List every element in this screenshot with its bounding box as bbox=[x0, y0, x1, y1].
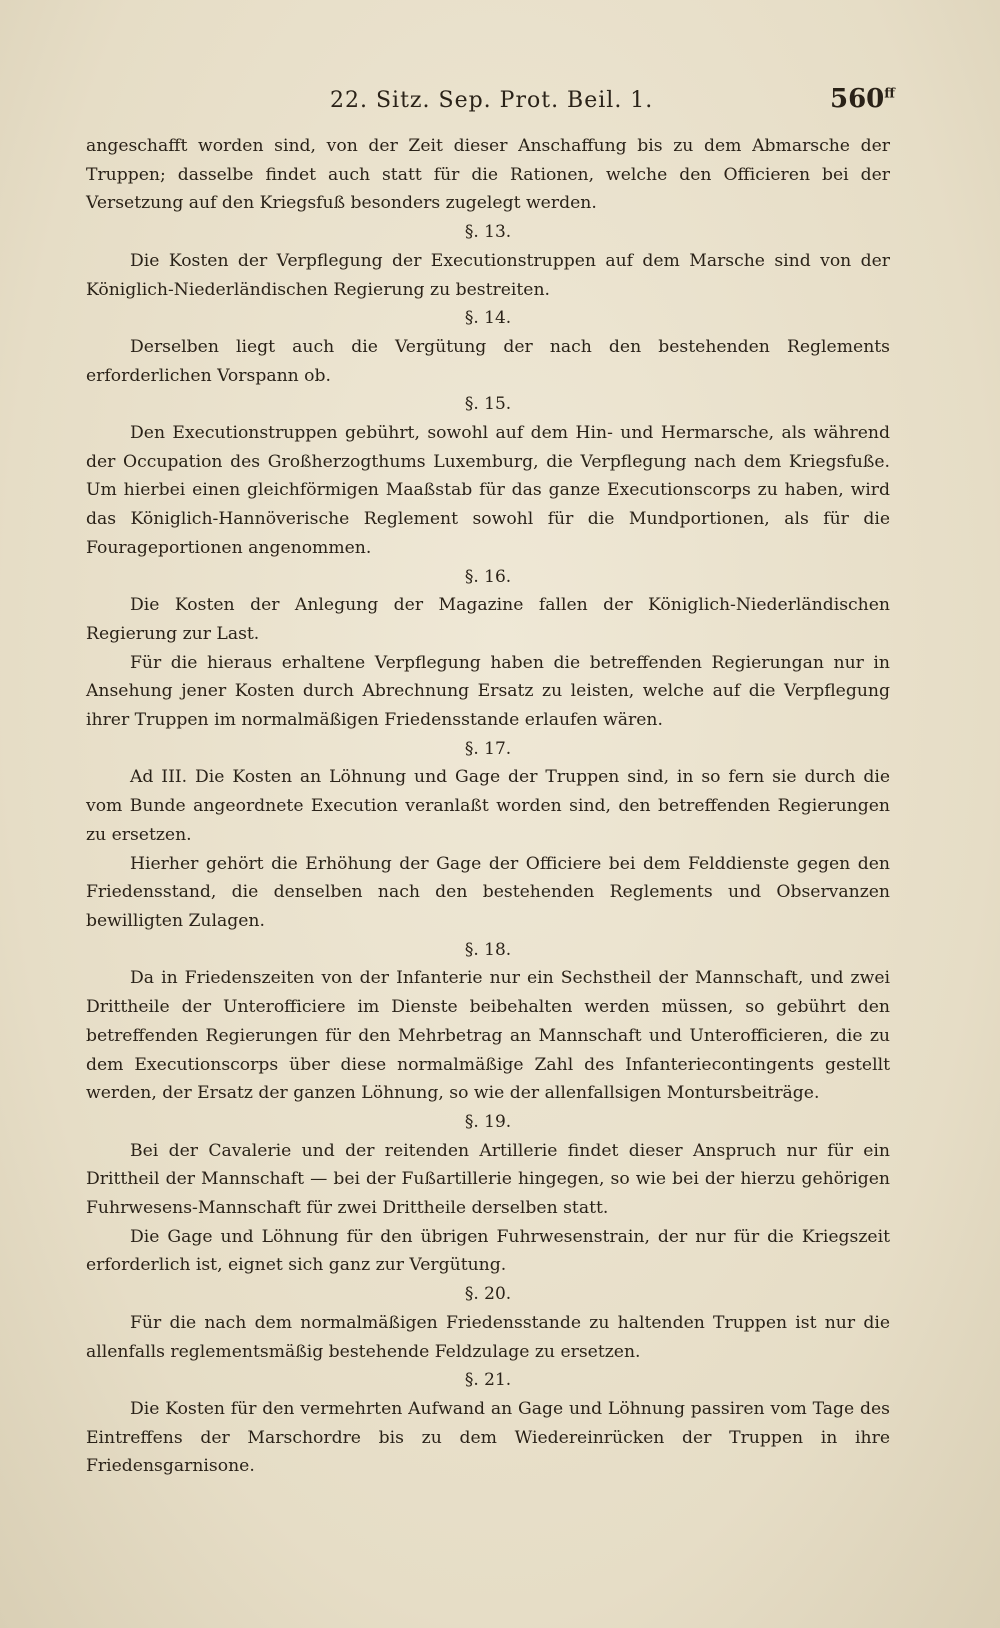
paragraph: Die Kosten der Verpflegung der Executionstruppen auf dem Marsche sind von der Königlich-Niederländischen Regierung zu bestreiten. bbox=[86, 250, 890, 300]
paragraph: Für die nach dem normalmäßigen Friedensstande zu haltenden Truppen ist nur die allenfalls reglementsmäßig bestehende Feldzulage zu ersetzen. bbox=[86, 1312, 890, 1362]
section-sign: §. 18. bbox=[464, 939, 512, 960]
folio-number: 560 bbox=[830, 84, 885, 114]
page-header bbox=[0, 84, 1000, 128]
paragraph: Ad III. Die Kosten an Löhnung und Gage der Truppen sind, in so fern sie durch die vom Bunde angeordnete Execution veranlaßt worden sind, den betreffenden Regierungen zu ersetzen. bbox=[86, 767, 890, 845]
section-sign: §. 19. bbox=[464, 1111, 512, 1132]
paragraph: Die Kosten der Anlegung der Magazine fallen der Königlich-Niederländischen Regierung zur Last. bbox=[86, 595, 890, 644]
page-number bbox=[830, 84, 895, 114]
section-sign: §. 14. bbox=[464, 308, 512, 329]
paragraph: Die Gage und Löhnung für den übrigen Fuhrwesenstrain, der nur für die Kriegszeit erforderlich ist, eignet sich ganz zur Vergütung. bbox=[86, 1226, 890, 1276]
section-sign: §. 17. bbox=[464, 738, 512, 759]
paragraph: Die Kosten für den vermehrten Aufwand an Gage und Löhnung passiren vom Tage des Eintreffens der Marschordre bis zu dem Wiedereinrücken der Truppen in ihre Friedensgarnisone. bbox=[86, 1398, 890, 1477]
section-sign: §. 15. bbox=[464, 394, 512, 415]
folio-suffix: ff bbox=[884, 86, 895, 102]
paragraph: Derselben liegt auch die Vergütung der nach den bestehenden Reglements erforderlichen Vorspann ob. bbox=[86, 336, 890, 386]
body-text bbox=[86, 132, 890, 1481]
paragraph-continuation: angeschafft worden sind, von der Zeit dieser Anschaffung bis zu dem Abmarsche der Truppen; dasselbe findet auch statt für die Rationen, welche den Officieren bei der Versetzung auf den Kriegsfuß besonders zugelegt werden. bbox=[86, 136, 890, 214]
running-title: 22. Sitz. Sep. Prot. Beil. 1. bbox=[330, 88, 654, 113]
section-sign: §. 16. bbox=[464, 566, 512, 587]
paragraph: Bei der Cavalerie und der reitenden Artillerie findet dieser Anspruch nur für ein Drittheil der Mannschaft — bei der Fußartillerie hingegen, so wie bei der hierzu gehörigen Fuhrwesens-Mannschaft für zwei Drittheile derselben statt. bbox=[86, 1140, 890, 1219]
section-sign: §. 21. bbox=[464, 1370, 512, 1391]
section-sign: §. 13. bbox=[464, 222, 512, 243]
section-sign: §. 20. bbox=[464, 1284, 512, 1305]
paragraph: Für die hieraus erhaltene Verpflegung haben die betreffenden Regierungan nur in Ansehung jener Kosten durch Abrechnung Ersatz zu leisten, welche auf die Verpflegung ihrer Truppen im normalmäßigen Friedensstande erlaufen wären. bbox=[86, 652, 890, 731]
paragraph: Da in Friedenszeiten von der Infanterie nur ein Sechstheil der Mannschaft, und zwei Drittheile der Unterofficiere im Dienste beibehalten werden müssen, so gebührt den betreffenden Regierungen für den Mehrbetrag an Mannschaft und Unterofficieren, die zu dem Executionscorps über diese normalmäßige Zahl des Infanteriecontingents gestellt werden, der Ersatz der ganzen Löhnung, so wie der allenfallsigen Montursbeiträge. bbox=[86, 968, 890, 1104]
paragraph: Hierher gehört die Erhöhung der Gage der Officiere bei dem Felddienste gegen den Friedensstand, die denselben nach den bestehenden Reglements und Observanzen bewilligten Zulagen. bbox=[86, 853, 890, 931]
paragraph: Den Executionstruppen gebührt, sowohl auf dem Hin- und Hermarsche, als während der Occupation des Großherzogthums Luxemburg, die Verpflegung nach dem Kriegsfuße. Um hierbei einen gleichförmigen Maaßstab für das ganze Executionscorps zu haben, wird das Königlich-Hannöverische Reglement sowohl für die Mundportionen, als für die Fourageportionen angenommen. bbox=[86, 423, 890, 558]
